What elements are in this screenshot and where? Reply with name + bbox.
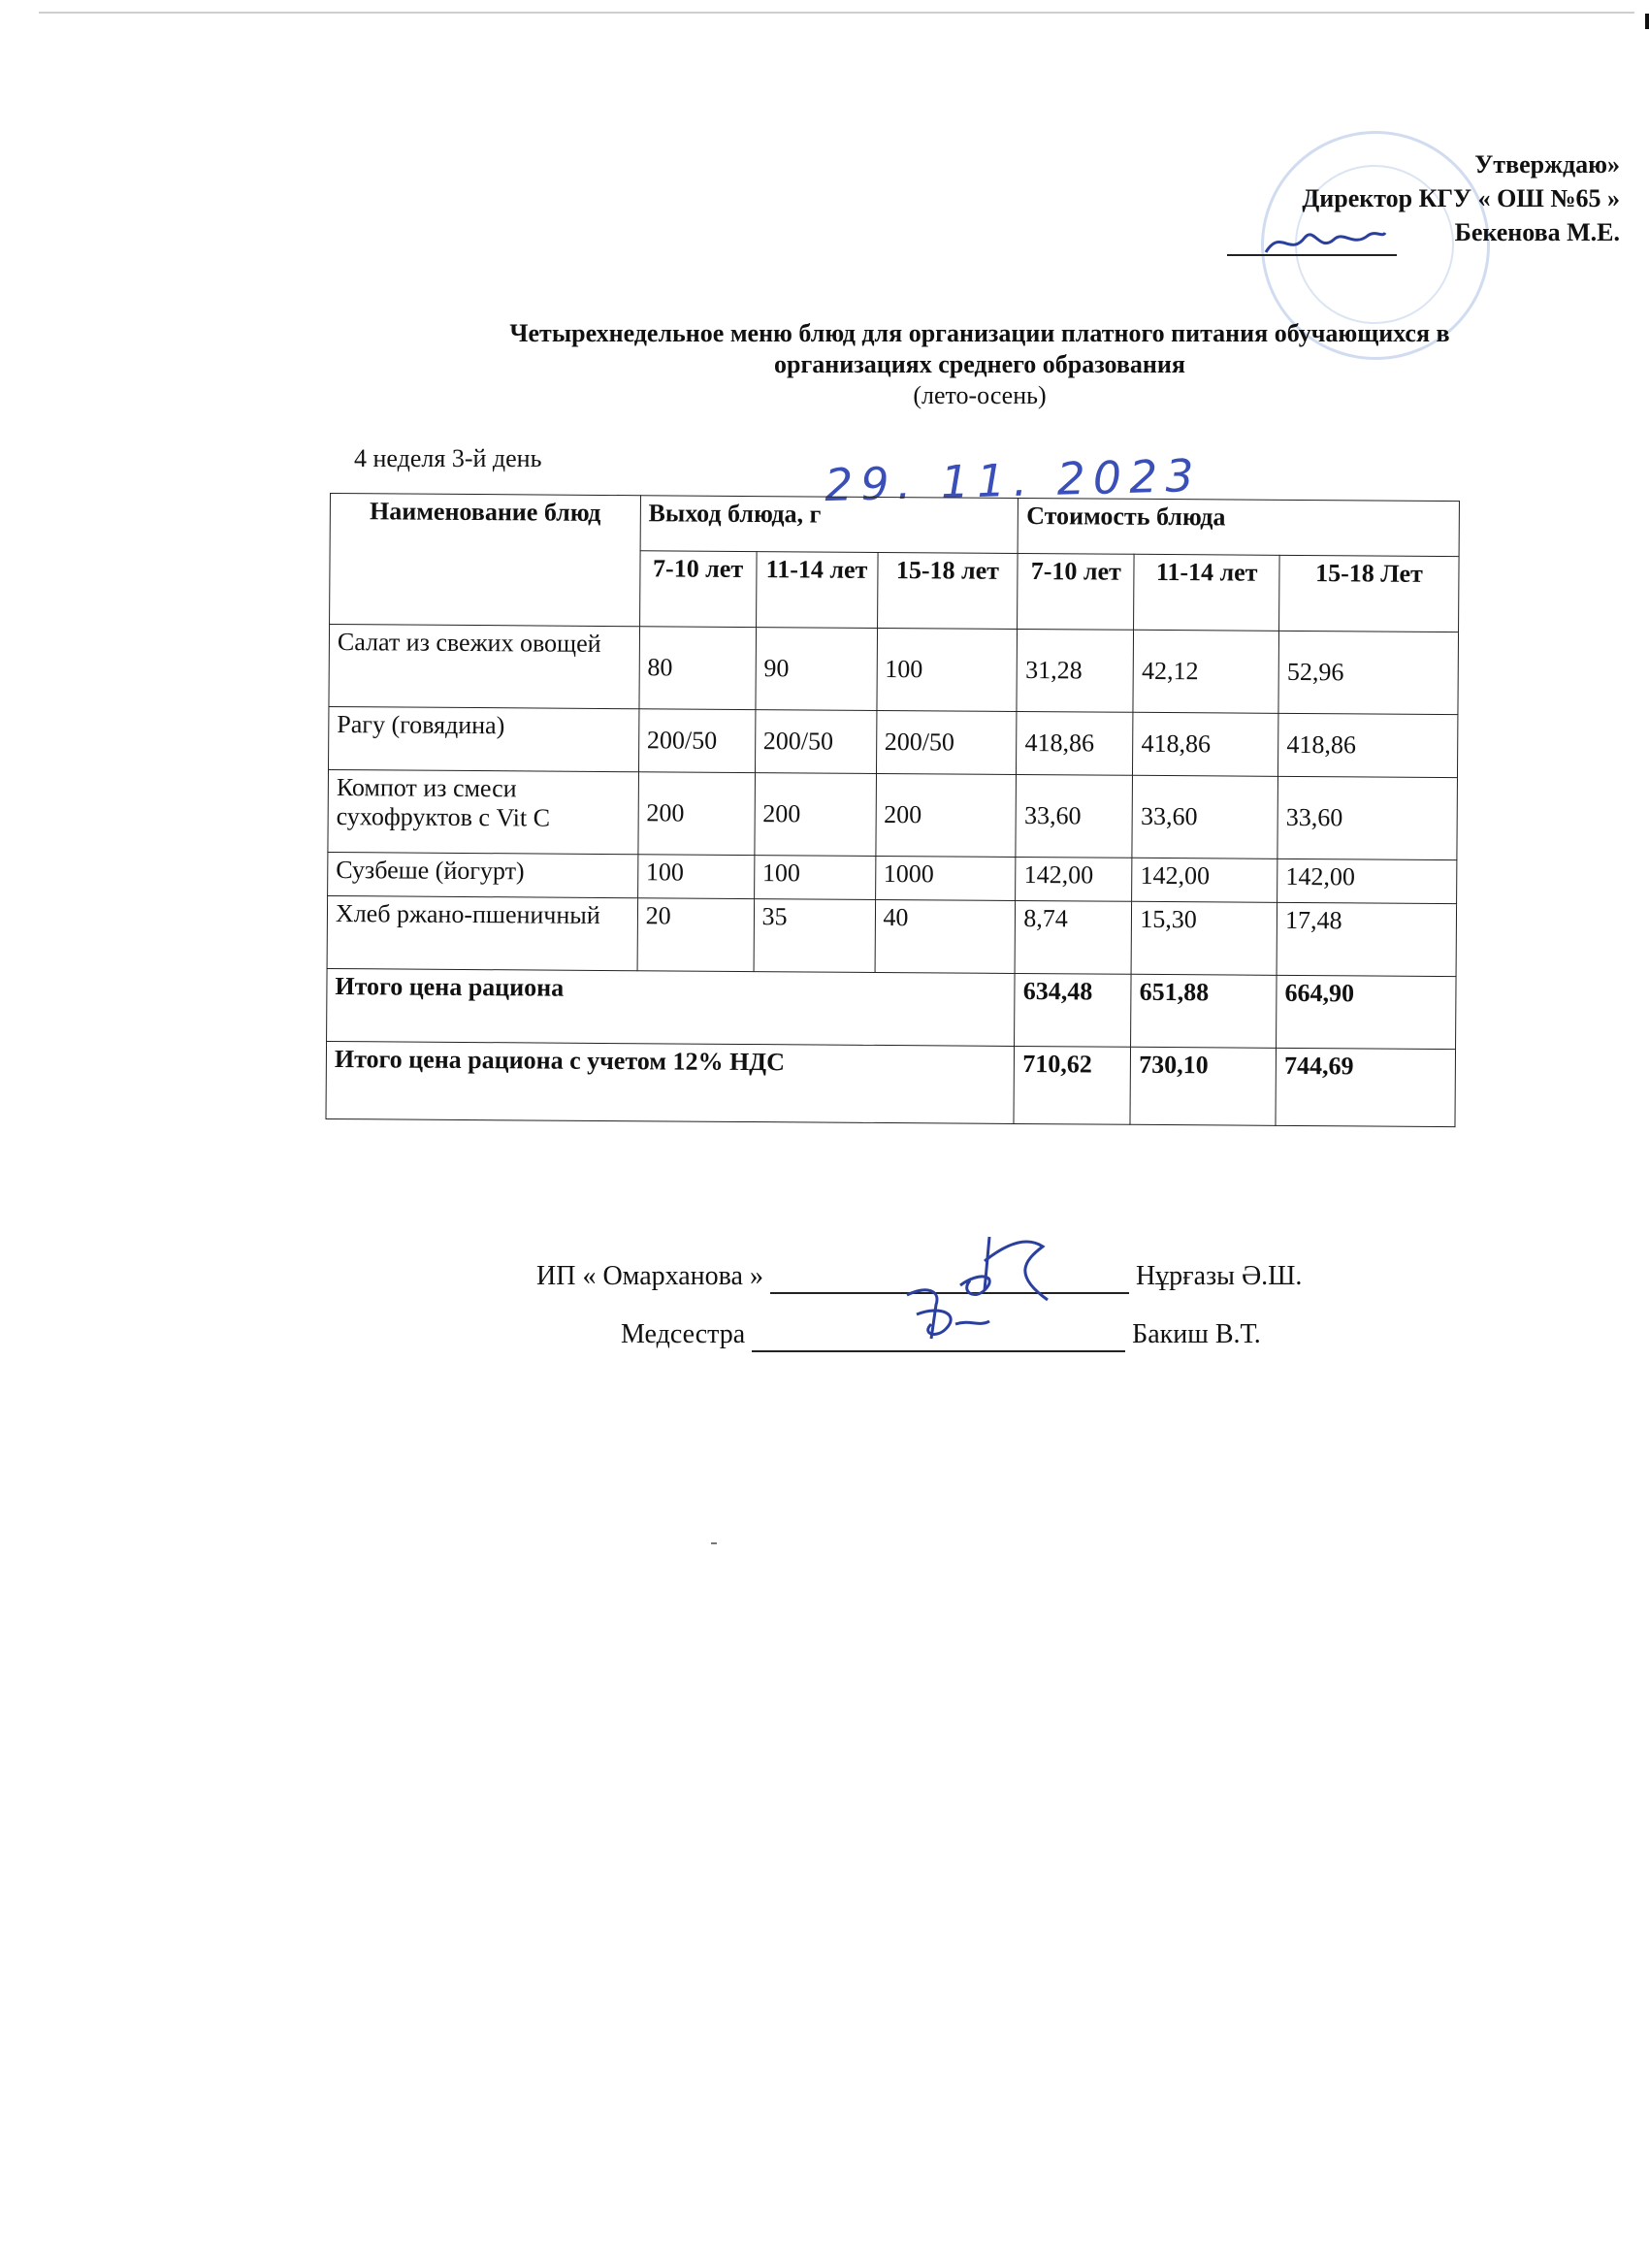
dish-name: Салат из свежих овощей xyxy=(329,625,639,709)
total-cell: 651,88 xyxy=(1131,974,1277,1048)
scan-speck xyxy=(711,1542,717,1544)
cost-cell: 31,28 xyxy=(1017,629,1134,712)
header-yield-age-1: 7-10 лет xyxy=(639,551,756,628)
yield-cell: 100 xyxy=(637,855,754,899)
total-cell: 664,90 xyxy=(1277,975,1456,1049)
header-cost-age-3: 15-18 Лет xyxy=(1279,555,1459,632)
scan-corner-mark xyxy=(1645,14,1649,29)
title-line-1: Четырехнедельное меню блюд для организации платного питания обучающихся в xyxy=(509,319,1450,347)
yield-cell: 200 xyxy=(755,773,876,857)
total-cell: 634,48 xyxy=(1015,973,1131,1047)
yield-cell: 100 xyxy=(754,856,875,900)
table-row xyxy=(328,852,1457,903)
title-line-2: организациях среднего образования xyxy=(774,350,1185,378)
header-yield: Выход блюда, г xyxy=(640,496,1018,554)
title-season: (лето-осень) xyxy=(913,381,1047,409)
dish-name: Сузбеше (йогурт) xyxy=(328,852,638,897)
cost-cell: 142,00 xyxy=(1132,858,1277,902)
ip-label: ИП « Омарханова » xyxy=(536,1261,763,1291)
table-row xyxy=(329,625,1459,715)
header-cost-age-2: 11-14 лет xyxy=(1134,554,1279,631)
approval-line-2: Директор КГУ « ОШ №65 » xyxy=(1302,184,1620,212)
yield-cell: 200 xyxy=(638,772,756,856)
header-yield-age-3: 15-18 лет xyxy=(877,553,1018,630)
cost-cell: 8,74 xyxy=(1015,900,1131,974)
handwritten-date: 29. 11. 2023 xyxy=(824,448,1203,512)
cost-cell: 33,60 xyxy=(1132,775,1277,859)
cost-cell: 418,86 xyxy=(1133,712,1278,776)
yield-cell: 20 xyxy=(637,898,754,972)
dish-name: Хлеб ржано-пшеничный xyxy=(327,895,637,970)
cost-cell: 17,48 xyxy=(1277,902,1456,976)
yield-cell: 40 xyxy=(875,899,1016,973)
yield-cell: 200/50 xyxy=(876,710,1017,774)
yield-cell: 200/50 xyxy=(755,710,876,774)
table-row xyxy=(328,769,1458,859)
cost-cell: 33,60 xyxy=(1016,774,1133,858)
ip-name: Нұрғазы Ә.Ш. xyxy=(1135,1261,1303,1291)
total-vat-cell: 710,62 xyxy=(1014,1046,1130,1124)
week-day-label: 4 неделя 3-й день xyxy=(354,444,542,472)
yield-cell: 100 xyxy=(876,628,1017,711)
cost-cell: 52,96 xyxy=(1278,631,1458,714)
total-vat-row xyxy=(326,1041,1456,1126)
document-title xyxy=(320,318,1639,411)
header-yield-age-2: 11-14 лет xyxy=(756,552,877,629)
table-row xyxy=(327,895,1456,976)
dish-name: Рагу (говядина) xyxy=(329,706,639,771)
cost-cell: 33,60 xyxy=(1277,776,1457,859)
cost-cell: 418,86 xyxy=(1017,711,1133,775)
cost-cell: 142,00 xyxy=(1016,857,1132,901)
nurse-name: Бакиш В.Т. xyxy=(1132,1319,1261,1349)
menu-table xyxy=(325,493,1459,1127)
nurse-label: Медсестра xyxy=(621,1319,746,1349)
header-cost-age-1: 7-10 лет xyxy=(1018,554,1134,631)
yield-cell: 90 xyxy=(756,628,877,711)
yield-cell: 80 xyxy=(639,627,757,710)
approval-line-3: Бекенова М.Е. xyxy=(1454,218,1620,246)
total-vat-cell: 744,69 xyxy=(1276,1048,1455,1126)
yield-cell: 200/50 xyxy=(638,709,755,773)
table-row xyxy=(329,706,1458,777)
total-label: Итого цена рациона xyxy=(327,968,1016,1046)
yield-cell: 35 xyxy=(754,899,875,973)
yield-cell: 200 xyxy=(875,773,1016,857)
yield-cell: 1000 xyxy=(875,856,1016,900)
scan-top-edge xyxy=(39,12,1634,14)
nurse-signature xyxy=(888,1280,1004,1348)
approval-line-1: Утверждаю» xyxy=(1474,150,1620,178)
cost-cell: 42,12 xyxy=(1133,630,1278,713)
total-vat-label: Итого цена рациона с учетом 12% НДС xyxy=(326,1041,1015,1123)
header-dish-name: Наименование блюд xyxy=(330,494,641,627)
total-vat-cell: 730,10 xyxy=(1130,1047,1276,1125)
director-signature xyxy=(1261,218,1387,262)
cost-cell: 15,30 xyxy=(1131,901,1277,975)
cost-cell: 418,86 xyxy=(1278,713,1458,777)
total-row xyxy=(327,968,1456,1049)
header-cost: Стоимость блюда xyxy=(1018,498,1459,556)
dish-name: Компот из смеси сухофруктов с Vit C xyxy=(328,769,638,854)
cost-cell: 142,00 xyxy=(1277,859,1457,903)
